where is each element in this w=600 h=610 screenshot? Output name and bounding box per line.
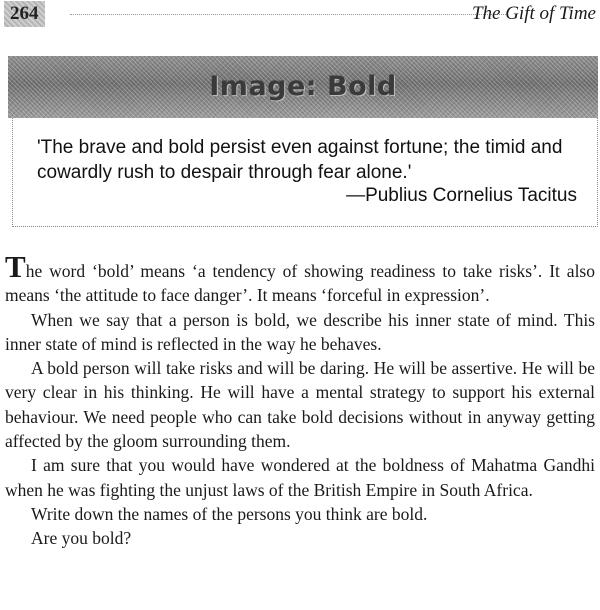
header-divider (70, 14, 508, 15)
section-banner (8, 56, 598, 118)
paragraph-1 (5, 249, 595, 308)
quote-text: 'The brave and bold persist even against fortune; the timid and cowardly rush to despair through fear alone.' (37, 137, 563, 183)
drop-cap: T (5, 249, 26, 284)
paragraph-4: I am sure that you would have wondered at the boldness of Mahatma Gandhi when he was fighting the unjust laws of the British Empire in South Africa. (5, 455, 595, 500)
quote-author: —Publius Cornelius Tacitus (346, 185, 577, 206)
section-title: Image: Bold (209, 71, 397, 102)
paragraph-2: When we say that a person is bold, we describe his inner state of mind. This inner state of mind is reflected in the way he behaves. (5, 309, 595, 354)
paragraph-6: Are you bold? (31, 528, 132, 549)
paragraph-1-text: he word ‘bold’ means ‘a tendency of showing readiness to take risks’. It also means ‘the attitude to face danger’. It means ‘forceful in expression’. (5, 261, 595, 306)
paragraph-3: A bold person will take risks and will be daring. He will be assertive. He will be very clear in his thinking. He will have a mental strategy to support his external behaviour. We need people who can take bold decisions without in anyway getting affected by the gloom surrounding them. (5, 358, 595, 452)
book-title: The Gift of Time (471, 3, 596, 24)
body-text (5, 249, 595, 551)
paragraph-5: Write down the names of the persons you think are bold. (31, 503, 428, 524)
page-header (0, 0, 600, 34)
quote-box (12, 118, 598, 227)
page-number: 264 (4, 1, 45, 27)
